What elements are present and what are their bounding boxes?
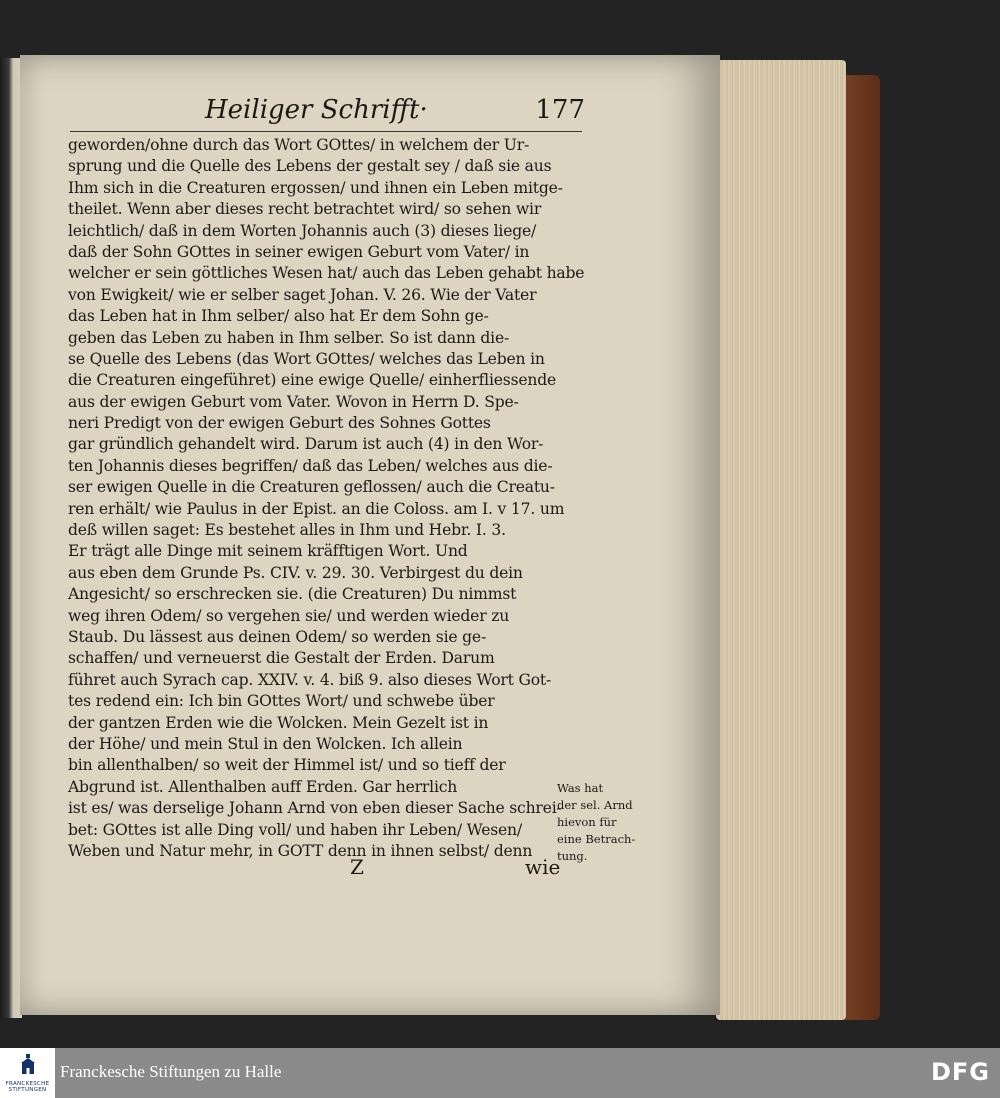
- text-line: daß der Sohn GOttes in seiner ewigen Geburt vom Vater/ in: [68, 242, 530, 261]
- text-line: welcher er sein göttliches Wesen hat/ auch das Leben gehabt habe: [68, 264, 585, 283]
- text-line: schaffen/ und verneuerst die Gestalt der Erden. Darum: [68, 649, 495, 668]
- text-line: der gantzen Erden wie die Wolcken. Mein Gezelt ist in: [68, 713, 489, 732]
- margin-note-line: tung.: [557, 849, 588, 863]
- text-line: aus der ewigen Geburt vom Vater. Wovon in Herrn D. Spe-: [68, 392, 519, 411]
- text-line: führet auch Syrach cap. XXIV. v. 4. biß 9. also dieses Wort Got-: [68, 670, 552, 689]
- page-header: [205, 95, 585, 131]
- building-icon: [19, 1054, 37, 1076]
- book-page: [20, 55, 720, 1015]
- text-line: geben das Leben zu haben in Ihm selber. So ist dann die-: [68, 328, 510, 347]
- page-number: 177: [535, 95, 585, 125]
- header-rule: [70, 131, 582, 132]
- text-line: das Leben hat in Ihm selber/ also hat Er dem Sohn ge-: [68, 307, 489, 326]
- text-line: Weben und Natur mehr, in GOTT denn in ihnen selbst/ denn: [68, 841, 533, 860]
- text-line: Angesicht/ so erschrecken sie. (die Creaturen) Du nimmst: [68, 585, 517, 604]
- text-line: Ihm sich in die Creaturen ergossen/ und ihnen ein Leben mitge-: [68, 178, 563, 197]
- logo-text: [2, 1081, 53, 1093]
- text-line: Staub. Du lässest aus deinen Odem/ so werden sie ge-: [68, 627, 487, 646]
- text-line: bin allenthalben/ so weit der Himmel ist/ und so tieff der: [68, 756, 506, 775]
- page-edges: [716, 60, 846, 1020]
- text-line: der Höhe/ und mein Stul in den Wolcken. Ich allein: [68, 734, 463, 753]
- text-line: Abgrund ist. Allenthalben auff Erden. Gar herrlich: [68, 777, 458, 796]
- text-line: ren erhält/ wie Paulus in der Epist. an die Coloss. am I. v 17. um: [68, 499, 565, 518]
- catchword: wie: [525, 855, 561, 879]
- body-text: [68, 135, 588, 862]
- margin-note-line: hievon für: [557, 815, 617, 829]
- text-line: ist es/ was derselige Johann Arnd von eben dieser Sache schrei-: [68, 799, 562, 818]
- margin-note-line: Was hat: [557, 781, 604, 795]
- text-line: aus eben dem Grunde Ps. CIV. v. 29. 30. Verbirgest du dein: [68, 563, 523, 582]
- text-line: geworden/ohne durch das Wort GOttes/ in welchem der Ur-: [68, 136, 530, 154]
- text-line: gar gründlich gehandelt wird. Darum ist auch (4) in den Wor-: [68, 435, 544, 454]
- signature-mark: Z: [350, 855, 364, 879]
- text-line: bet: GOttes ist alle Ding voll/ und haben ihr Leben/ Wesen/: [68, 820, 522, 839]
- text-line: weg ihren Odem/ so vergehen sie/ und werden wieder zu: [68, 606, 510, 625]
- footer-bar: [0, 1048, 1000, 1098]
- text-line: theilet. Wenn aber dieses recht betrachtet wird/ so sehen wir: [68, 200, 542, 219]
- dfg-logo[interactable]: DFG: [930, 1058, 990, 1086]
- text-line: von Ewigkeit/ wie er selber saget Johan. V. 26. Wie der Vater: [68, 285, 537, 304]
- margin-note-line: eine Betrach-: [557, 832, 636, 846]
- logo-text-line: STIFTUNGEN: [8, 1087, 47, 1093]
- facing-page-edge: [0, 58, 22, 1018]
- text-line: ten Johannis dieses begriffen/ daß das Leben/ welches aus die-: [68, 456, 553, 475]
- logo-text-line: FRANCKESCHE: [5, 1081, 50, 1087]
- institution-name[interactable]: Franckesche Stiftungen zu Halle: [60, 1062, 282, 1081]
- running-head: Heiliger Schrifft·: [205, 95, 428, 125]
- text-line: neri Predigt von der ewigen Geburt des Sohnes Gottes: [68, 414, 491, 433]
- text-line: se Quelle des Lebens (das Wort GOttes/ welches das Leben in: [68, 349, 545, 368]
- text-line: leichtlich/ daß in dem Worten Johannis auch (3) dieses liege/: [68, 221, 537, 240]
- margin-note-line: der sel. Arnd: [557, 798, 633, 812]
- text-line: die Creaturen eingeführet) eine ewige Quelle/ einherfliessende: [68, 371, 557, 390]
- institution-logo[interactable]: [0, 1048, 55, 1098]
- text-line: Er trägt alle Dinge mit seinem kräfftigen Wort. Und: [68, 542, 468, 561]
- text-line: deß willen saget: Es bestehet alles in Ihm und Hebr. I. 3.: [68, 521, 506, 540]
- text-line: ser ewigen Quelle in die Creaturen geflossen/ auch die Creatu-: [68, 478, 555, 497]
- text-line: sprung und die Quelle des Lebens der gestalt sey / daß sie aus: [68, 157, 552, 176]
- margin-note: [557, 780, 647, 865]
- text-line: tes redend ein: Ich bin GOttes Wort/ und schwebe über: [68, 692, 495, 711]
